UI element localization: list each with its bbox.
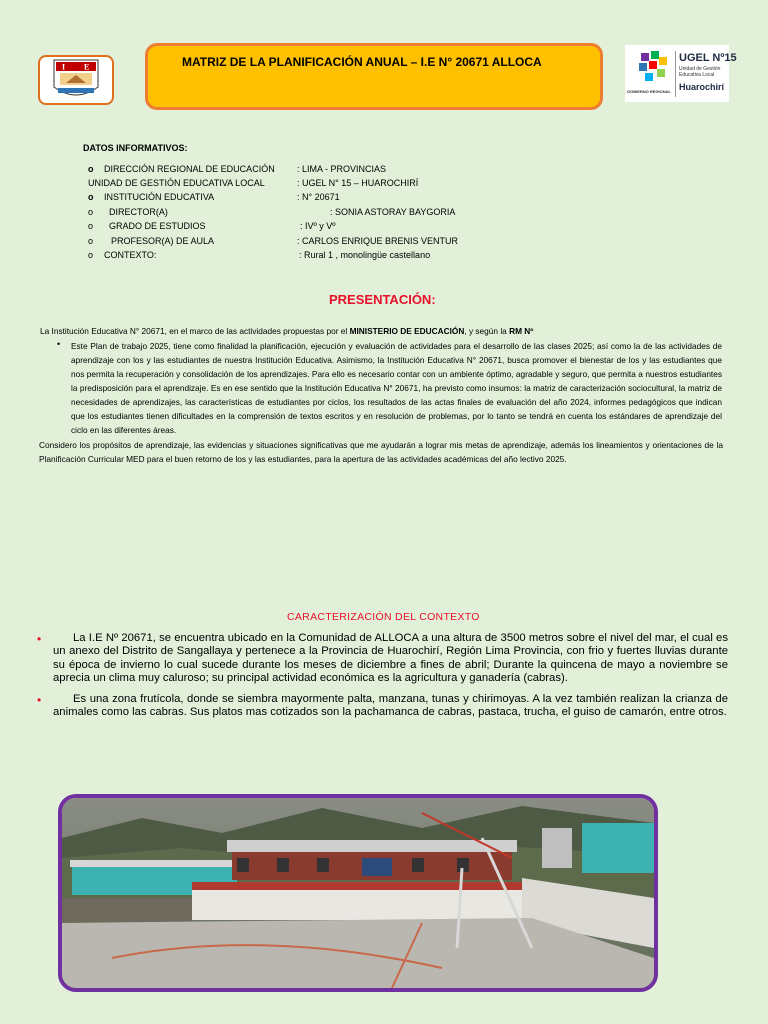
datos-value: : N° 20671 <box>297 192 340 202</box>
row-bullet: o <box>88 221 94 231</box>
datos-label: DIRECTOR(A) <box>109 207 168 217</box>
bullet-icon: • <box>57 339 61 349</box>
datos-value: : IVº y Vº <box>300 221 336 231</box>
bullet-icon: • <box>37 632 42 646</box>
datos-label: CONTEXTO: <box>104 250 157 260</box>
presentacion-intro <box>40 326 533 336</box>
school-logo <box>38 55 114 105</box>
datos-label: PROFESOR(A) DE AULA <box>111 236 215 246</box>
row-bullet: o <box>88 236 94 246</box>
ugel-subtitle: Unidad de Gestión Educativa Local <box>679 66 721 78</box>
datos-label: UNIDAD DE GESTIÓN EDUCATIVA LOCAL <box>88 178 265 188</box>
datos-value: : UGEL N° 15 – HUAROCHIRÍ <box>297 178 419 188</box>
title-banner <box>145 43 603 110</box>
page-title: MATRIZ DE LA PLANIFICACIÓN ANUAL – I.E N° 20671 ALLOCA <box>182 55 542 69</box>
datos-value: : Rural 1 , monolingüe castellano <box>299 250 431 260</box>
presentacion-closing-paragraph: Considero los propósitos de aprendizaje, las evidencias y situaciones significativas que me ayudarán a lograr mis metas de aprendizaje, además los lineamientos y orientaciones de la Planificación Curricular MED para el buen retorno de los y las estudiantes, para la apertura de las actividades académicas del año lectivo 2025. <box>39 440 723 464</box>
intro-ministerio: MINISTERIO DE EDUCACIÓN <box>349 326 465 336</box>
gobierno-regional-emblem-icon <box>629 47 677 91</box>
school-photo <box>58 794 658 992</box>
bullet-icon: • <box>37 693 42 707</box>
row-bullet: o <box>88 192 94 202</box>
presentacion-bullet-paragraph: Este Plan de trabajo 2025, tiene como finalidad la planificación, ejecución y evaluación de actividades para el desarrollo de las clases 2025; así como la de las actividades de aprendizaje con los y las estudiantes de nuestra Institución Educativa. Asimismo, la Institución Educativa N° 20671, busca promover el bienestar de los y las estudiantes que nos permita la recuperación y consolidación de los aprendizajes. Para ello es necesario contar con un ambiente óptimo, agradable y seguro, que permita a nuestros estudiantes la predisposición para el aprendizaje. Es en ese sentido que la Institución Educativa N° 20671, ha previsto como insumos: la matriz de caracterización sociocultural, la matriz de necesidades de aprendizajes, las características de estudiantes por ciclos, los resultados de las actas finales de evaluación del año 2024, informes pedagógicos que indican que los estudiantes tienen dificultades en la comprensión de textos escritos y en resolución de problemas, por lo tanto se tendrá en cuenta los estándares de aprendizaje del ciclo en las diferentes áreas. <box>71 341 722 435</box>
logo-letter-i: I <box>62 62 66 72</box>
intro-text: La Institución Educativa N° 20671, en el marco de las actividades propuestas por el <box>40 326 350 336</box>
datos-value: : LIMA - PROVINCIAS <box>297 164 387 174</box>
logo-letter-e: E <box>84 62 90 72</box>
intro-text-2: , y según la <box>464 326 510 336</box>
datos-heading: DATOS INFORMATIVOS: <box>83 143 188 153</box>
gobierno-regional-label: GOBIERNO REGIONAL <box>627 89 672 94</box>
row-bullet: o <box>88 250 94 260</box>
row-bullet: o <box>88 164 94 174</box>
datos-value: : SONIA ASTORAY BAYGORIA <box>330 207 456 217</box>
school-shield-icon <box>40 57 112 103</box>
intro-rm: RM Nº <box>509 326 534 336</box>
ugel-name: Huarochirí <box>679 82 725 92</box>
datos-label: DIRECCIÓN REGIONAL DE EDUCACIÓN <box>104 164 275 174</box>
datos-value: : CARLOS ENRIQUE BRENIS VENTUR <box>297 236 459 246</box>
datos-label: INSTITUCIÓN EDUCATIVA <box>104 192 215 202</box>
logo-divider <box>675 51 676 97</box>
school-courtyard-image <box>62 798 654 988</box>
caracterizacion-paragraph-2: Es una zona frutícola, donde se siembra mayormente palta, manzana, tunas y chirimoyas. A la vez también realizan la crianza de animales como las cabras. Sus platos mas cotizados son la pachamanca de cabras, pastaca, trucha, el guiso de camarón, entre otros. <box>53 693 728 719</box>
caracterizacion-title: CARACTERIZACIÓN DEL CONTEXTO <box>287 611 480 623</box>
caracterizacion-paragraph-1: La I.E Nº 20671, se encuentra ubicado en la Comunidad de ALLOCA a una altura de 3500 metros sobre el nivel del mar, el cual es un anexo del Distrito de Sangallaya y pertenece a la Provincia de Huarochirí, Región Lima Provincia, con frio y fuertes lluvias durante su época de invierno lo cual sucede durante los meses de diciembre a fines de abril; Durante la quincena de mayo a noviembre se aprecia un clima muy caluroso; su principal actividad económica es la agricultura y ganadería (cabras). <box>53 632 728 685</box>
row-bullet: o <box>88 207 94 217</box>
ugel-title: UGEL Nº15 <box>679 52 737 64</box>
presentacion-title: PRESENTACIÓN: <box>329 292 436 307</box>
datos-label: GRADO DE ESTUDIOS <box>109 221 206 231</box>
